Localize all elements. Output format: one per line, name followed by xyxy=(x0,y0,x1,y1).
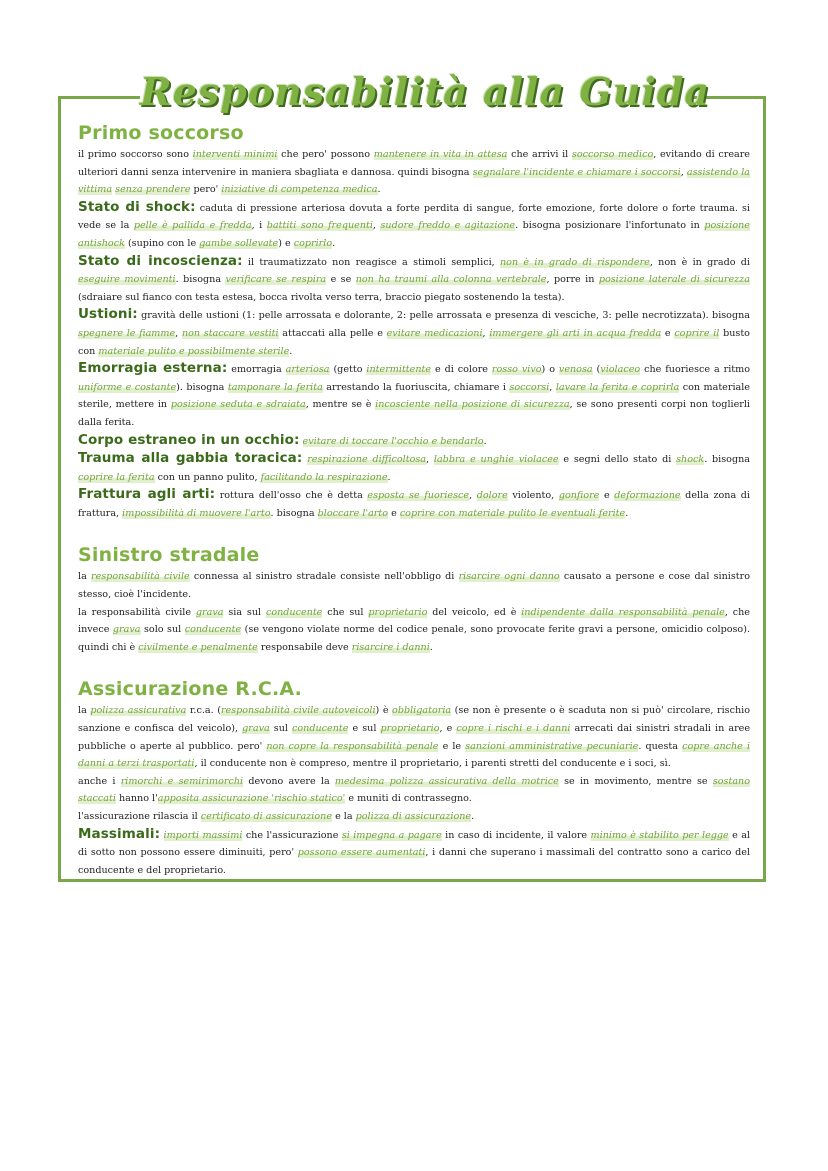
item-massimali xyxy=(78,826,750,880)
item-text: importi massimi che l'assicurazione si impegna a pagare in caso di incidente, il valore minimo è stabilito per legge e al di sotto non possono essere diminuiti, pero' possono essere aumentati, i danni che superano i massimali del contratto sono a carico del conducente e del proprietario. xyxy=(78,829,750,876)
highlighted-text: battiti sono frequenti xyxy=(266,220,373,232)
highlighted-text: conducente xyxy=(292,723,349,735)
assicurazione-paragraph-1: la polizza assicurativa r.c.a. (responsabilità civile autoveicoli) è obbligatoria (se non è presente o è scaduta non si può' circolare, rischio sanzione e confisca del veicolo), grava sul conducente e sul proprietario, e copre i rischi e i danni arrecati dai sinistri stradali in aree pubbliche o aperte al pubblico. pero' non copre la responsabilità penale e le sanzioni amministrative pecuniarie. questa copre anche i danni a terzi trasportati, il conducente non è compreso, mentre il proprietario, i parenti stretti del conducente e i soci, sì. xyxy=(78,705,751,770)
highlighted-text: non ha traumi alla colonna vertebrale xyxy=(355,274,547,286)
highlighted-text: arteriosa xyxy=(285,364,330,376)
highlighted-text: spegnere le fiamme xyxy=(78,327,176,339)
highlighted-text: indipendente dalla responsabilità penale xyxy=(521,606,725,618)
highlighted-text: proprietario xyxy=(368,606,428,618)
highlighted-text: polizza di assicurazione xyxy=(355,811,472,822)
item-trauma-gabbia-toracica xyxy=(78,450,750,486)
highlighted-text: copre anche i danni a terzi trasportati xyxy=(78,740,751,770)
highlighted-text: non copre la responsabilità penale xyxy=(266,740,439,752)
assicurazione-paragraph-2: anche i rimorchi e semirimorchi devono avere la medesima polizza assicurativa della motrice se in movimento, mentre se sostano staccati hanno l'apposita assicurazione 'rischio statico' e muniti di contrassegno. xyxy=(78,775,750,805)
highlighted-text: verificare se respira xyxy=(225,274,327,286)
highlighted-text: minimo è stabilito per legge xyxy=(590,829,729,841)
highlighted-text: evitare medicazioni xyxy=(386,327,483,339)
highlighted-text: posizione antishock xyxy=(78,220,750,249)
item-text: rottura dell'osso che è detta esposta se fuoriesce, dolore violento, gonfiore e deformazione della zona di frattura, impossibilità di muovere l'arto. bisogna bloccare l'arto e coprire con materiale pulito le eventuali ferite. xyxy=(78,490,750,519)
document-body xyxy=(78,120,750,879)
item-emorragia-esterna xyxy=(78,360,750,431)
primo-soccorso-intro: il primo soccorso sono interventi minimi che pero' possono mantenere in vita in attesa che arrivi il soccorso medico, evitando di creare ulteriori danni senza intervenire in maniera sbagliata e dannosa. quindi bisogna segnalare l'incidente e chiamare i soccorsi, assistendo la vittima senza prendere pero' iniziative di competenza medica. xyxy=(78,149,750,196)
highlighted-text: eseguire movimenti xyxy=(78,274,176,286)
highlighted-text: mantenere in vita in attesa xyxy=(373,149,508,160)
highlighted-text: medesima polizza assicurativa della motrice xyxy=(334,775,559,787)
highlighted-text: shock xyxy=(676,454,705,466)
highlighted-text: uniforme e costante xyxy=(78,381,177,393)
highlighted-text: polizza assicurativa xyxy=(90,705,187,717)
item-label: Stato di incoscienza: xyxy=(78,252,243,269)
page-title: Responsabilità alla Guida xyxy=(140,66,688,118)
item-ustioni xyxy=(78,306,750,360)
highlighted-text: conducente xyxy=(184,624,242,636)
highlighted-text: sostano staccati xyxy=(78,775,750,805)
highlighted-text: obbligatoria xyxy=(392,705,452,717)
highlighted-text: soccorso medico xyxy=(571,149,654,160)
highlighted-text: evitare di toccare l'occhio e bendarlo xyxy=(302,435,484,447)
item-label: Emorragia esterna: xyxy=(78,360,228,377)
item-text: caduta di pressione arteriosa dovuta a forte perdita di sangue, forte emozione, forte dolore o forte trauma. si vede se la pelle è pallida e fredda, i battiti sono frequenti, sudore freddo e agitazione. bisogna posizionare l'infortunato in posizione antishock (supino con le gambe sollevate) e coprirlo. xyxy=(78,202,750,249)
highlighted-text: grava xyxy=(242,723,270,735)
item-corpo-estraneo xyxy=(78,432,750,451)
highlighted-text: tamponare la ferita xyxy=(227,381,323,393)
highlighted-text: certificato di assicurazione xyxy=(200,811,333,822)
highlighted-text: soccorsi xyxy=(509,381,550,393)
item-label: Corpo estraneo in un occhio: xyxy=(78,431,300,448)
highlighted-text: violaceo xyxy=(600,364,641,376)
highlighted-text: incosciente nella posizione di sicurezza xyxy=(375,399,570,411)
item-stato-di-shock xyxy=(78,199,750,253)
highlighted-text: facilitando la respirazione xyxy=(260,471,388,483)
highlighted-text: gambe sollevate xyxy=(199,237,279,249)
sinistro-paragraph-1: la responsabilità civile connessa al sinistro stradale consiste nell'obbligo di risarcire ogni danno causato a persone e cose dal sinistro stesso, cioè l'incidente. xyxy=(78,571,750,601)
highlighted-text: assistendo la vittima xyxy=(78,166,750,196)
heading-sinistro-stradale: Sinistro stradale xyxy=(78,544,260,567)
highlighted-text: non è in grado di rispondere xyxy=(499,256,650,268)
item-label: Frattura agli arti: xyxy=(78,486,216,503)
item-label: Trauma alla gabbia toracica: xyxy=(78,450,303,467)
highlighted-text: risarcire ogni danno xyxy=(458,571,560,583)
highlighted-text: interventi minimi xyxy=(192,149,278,160)
item-text: respirazione difficoltosa, labbra e unghie violacee e segni dello stato di shock. bisogna coprire la ferita con un panno pulito, facilitando la respirazione. xyxy=(78,454,750,483)
highlighted-text: coprirlo xyxy=(293,237,333,249)
highlighted-text: impossibilità di muovere l'arto xyxy=(122,507,271,519)
item-label: Massimali: xyxy=(78,825,161,842)
highlighted-text: coprire la ferita xyxy=(78,471,155,483)
highlighted-text: bloccare l'arto xyxy=(317,507,389,519)
highlighted-text: coprire con materiale pulito le eventuali ferite xyxy=(399,507,626,519)
highlighted-text: materiale pulito e possibilmente sterile xyxy=(98,345,290,357)
highlighted-text: si impegna a pagare xyxy=(341,829,442,841)
highlighted-text: segnalare l'incidente e chiamare i soccorsi xyxy=(472,166,681,178)
highlighted-text: grava xyxy=(112,624,141,636)
item-frattura-arti xyxy=(78,486,750,522)
highlighted-text: lavare la ferita e coprirla xyxy=(555,381,680,393)
highlighted-text: iniziative di competenza medica xyxy=(221,184,378,196)
highlighted-text: gonfiore xyxy=(558,490,600,502)
highlighted-text: posizione laterale di sicurezza xyxy=(598,274,750,286)
highlighted-text: civilmente e penalmente xyxy=(138,641,258,653)
highlighted-text: importi massimi xyxy=(163,829,243,841)
highlighted-text: responsabilità civile autoveicoli xyxy=(220,705,376,717)
highlighted-text: sanzioni amministrative pecuniarie xyxy=(465,740,639,752)
item-text: evitare di toccare l'occhio e bendarlo. xyxy=(302,435,487,447)
heading-primo-soccorso: Primo soccorso xyxy=(78,122,244,144)
item-label: Ustioni: xyxy=(78,306,138,323)
highlighted-text: venosa xyxy=(558,364,593,376)
highlighted-text: deformazione xyxy=(614,490,681,502)
sinistro-paragraph-2: la responsabilità civile grava sia sul conducente che sul proprietario del veicolo, ed è indipendente dalla responsabilità penale, che invece grava solo sul conducente (se vengono violate norme del codice penale, sono provocate ferite gravi a persone, omicidio colposo). quindi chi è civilmente e penalmente responsabile deve risarcire i danni. xyxy=(78,606,750,653)
highlighted-text: pelle è pallida e fredda xyxy=(133,220,252,232)
highlighted-text: rosso vivo xyxy=(491,364,542,376)
highlighted-text: non staccare vestiti xyxy=(181,327,279,339)
highlighted-text: grava xyxy=(195,606,224,618)
highlighted-text: coprire il xyxy=(674,327,720,339)
highlighted-text: apposita assicurazione 'rischio statico' xyxy=(157,793,346,805)
item-text: gravità delle ustioni (1: pelle arrossata e dolorante, 2: pelle arrossata e presenza di vesciche, 3: pelle necrotizzata). bisogna spegnere le fiamme, non staccare vestiti attaccati alla pelle e evitare medicazioni, immergere gli arti in acqua fredda e coprire il busto con materiale pulito e possibilmente sterile. xyxy=(78,310,750,357)
item-text: il traumatizzato non reagisce a stimoli semplici, non è in grado di rispondere, non è in grado di eseguire movimenti. bisogna verificare se respira e se non ha traumi alla colonna vertebrale, porre in posizione laterale di sicurezza (sdraiare sul fianco con testa estesa, bocca rivolta verso terra, braccio piegato sostenendo la testa). xyxy=(78,256,750,303)
highlighted-text: rimorchi e semirimorchi xyxy=(120,775,244,787)
item-stato-di-incoscienza xyxy=(78,253,750,307)
highlighted-text: proprietario xyxy=(380,723,440,735)
highlighted-text: possono essere aumentati xyxy=(297,847,426,859)
heading-assicurazione: Assicurazione R.C.A. xyxy=(78,678,303,701)
highlighted-text: dolore xyxy=(476,490,508,502)
item-label: Stato di shock: xyxy=(78,198,196,215)
highlighted-text: posizione seduta e sdraiata xyxy=(170,399,306,411)
assicurazione-paragraph-3: l'assicurazione rilascia il certificato di assicurazione e la polizza di assicurazione. xyxy=(78,811,475,822)
highlighted-text: immergere gli arti in acqua fredda xyxy=(489,327,662,339)
highlighted-text: intermittente xyxy=(366,364,432,376)
item-text: emorragia arteriosa (getto intermittente e di colore rosso vivo) o venosa (violaceo che fuoriesce a ritmo uniforme e costante). bisogna tamponare la ferita arrestando la fuoriuscita, chiamare i soccorsi, lavare la ferita e coprirla con materiale sterile, mettere in posizione seduta e sdraiata, mentre se è incosciente nella posizione di sicurezza, se sono presenti corpi non toglierli dalla ferita. xyxy=(78,364,751,428)
highlighted-text: senza prendere xyxy=(115,184,191,196)
highlighted-text: respirazione difficoltosa xyxy=(307,454,427,466)
highlighted-text: labbra e unghie violacee xyxy=(433,454,559,466)
highlighted-text: risarcire i danni xyxy=(351,641,430,653)
highlighted-text: responsabilità civile xyxy=(90,571,190,583)
highlighted-text: esposta se fuoriesce xyxy=(367,490,470,502)
highlighted-text: copre i rischi e i danni xyxy=(456,723,571,735)
highlighted-text: conducente xyxy=(265,606,323,618)
highlighted-text: sudore freddo e agitazione xyxy=(380,220,516,232)
